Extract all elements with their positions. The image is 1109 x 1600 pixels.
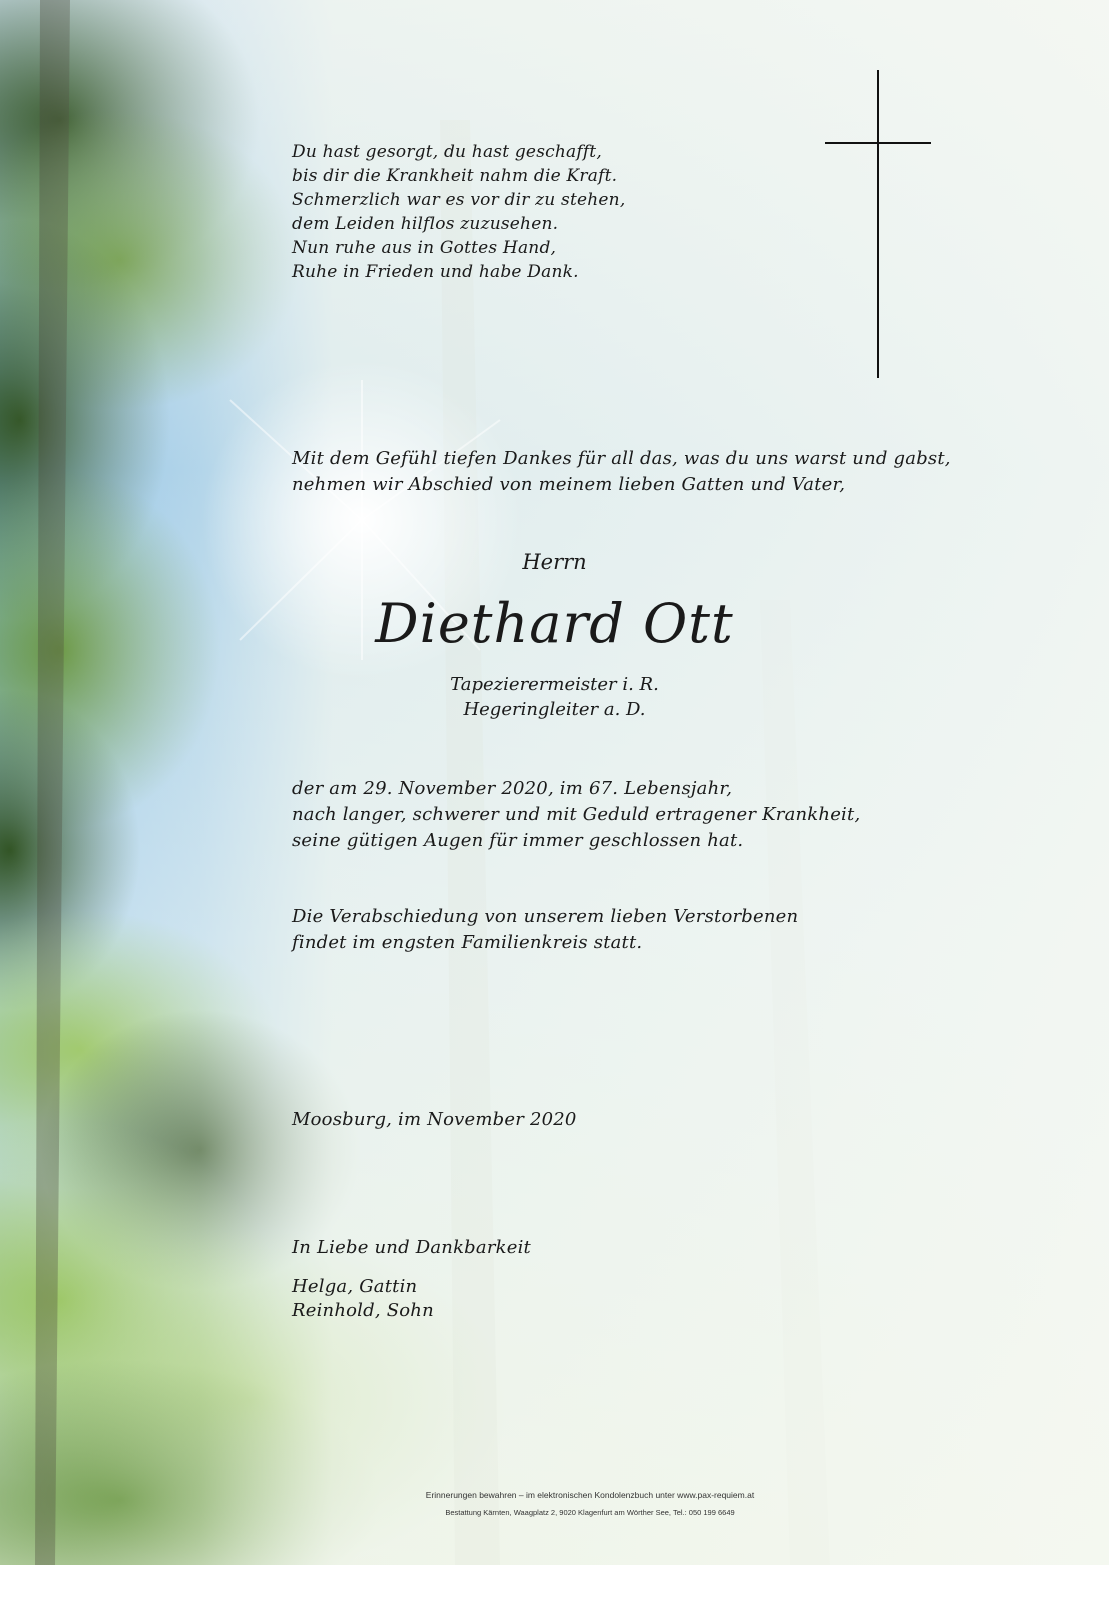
- salutation: Herrn: [522, 550, 587, 574]
- poem-line: Schmerzlich war es vor dir zu stehen,: [292, 190, 626, 210]
- death-notice-paragraph: [292, 776, 860, 854]
- cross-horizontal-bar: [825, 142, 931, 144]
- death-line: nach langer, schwerer und mit Geduld ertragener Krankheit,: [292, 804, 861, 825]
- poem-line: Nun ruhe aus in Gottes Hand,: [292, 238, 557, 258]
- death-line: der am 29. November 2020, im 67. Lebensjahr,: [292, 778, 733, 799]
- farewell-line: Die Verabschiedung von unserem lieben Verstorbenen: [292, 906, 799, 927]
- title-line: Tapezierermeister i. R.: [450, 674, 659, 695]
- thanks-line: nehmen wir Abschied von meinem lieben Gatten und Vater,: [292, 474, 846, 495]
- deceased-titles: [0, 672, 1109, 722]
- poem-line: dem Leiden hilflos zuzusehen.: [292, 214, 559, 234]
- poem-line: Du hast gesorgt, du hast geschafft,: [292, 142, 602, 162]
- poem-verse: [292, 140, 625, 284]
- thanks-paragraph: [292, 446, 951, 498]
- family-member: Reinhold, Sohn: [292, 1300, 434, 1321]
- farewell-line: findet im engsten Familienkreis statt.: [292, 932, 643, 953]
- place-date: Moosburg, im November 2020: [292, 1109, 577, 1130]
- death-line: seine gütigen Augen für immer geschlossen hat.: [292, 830, 744, 851]
- family-member: Helga, Gattin: [292, 1276, 418, 1297]
- footer-funeral-home-address: Bestattung Kärnten, Waagplatz 2, 9020 Klagenfurt am Wörther See, Tel.: 050 199 6649: [445, 1508, 735, 1517]
- cross-vertical-bar: [877, 70, 879, 378]
- deceased-name: Diethard Ott: [375, 592, 734, 655]
- farewell-paragraph: [292, 904, 798, 956]
- poem-line: bis dir die Krankheit nahm die Kraft.: [292, 166, 618, 186]
- footer-condolence-link[interactable]: Erinnerungen bewahren – im elektronischen Kondolenzbuch unter www.pax-requiem.at: [425, 1490, 755, 1500]
- thanks-line: Mit dem Gefühl tiefen Dankes für all das, was du uns warst und gabst,: [292, 448, 951, 469]
- title-line: Hegeringleiter a. D.: [463, 699, 646, 720]
- poem-line: Ruhe in Frieden und habe Dank.: [292, 262, 579, 282]
- closing-phrase: In Liebe und Dankbarkeit: [292, 1237, 531, 1258]
- cross-icon: [825, 70, 931, 378]
- family-signatures: [292, 1275, 434, 1323]
